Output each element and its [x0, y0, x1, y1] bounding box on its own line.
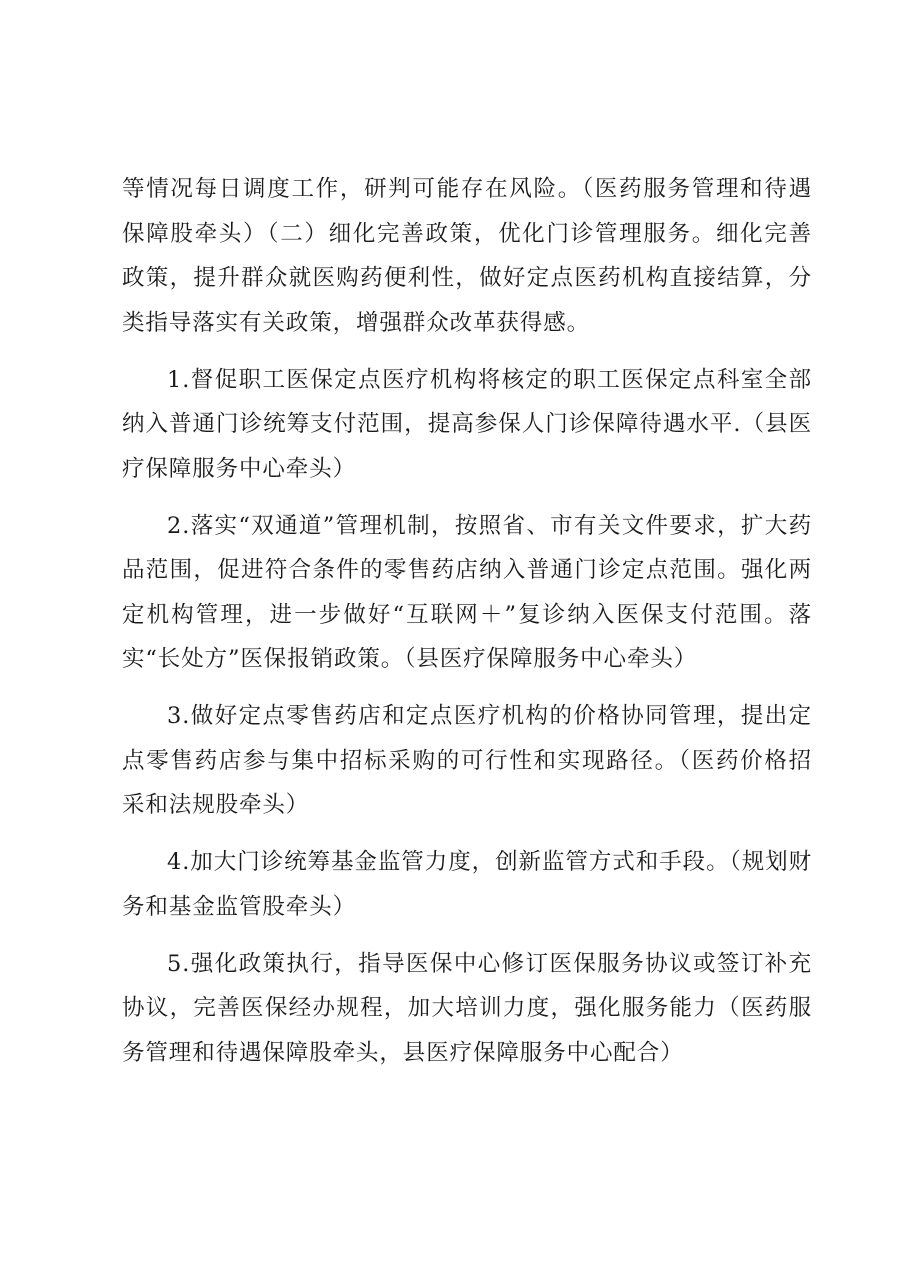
paragraph-item-2: 2.落实“双通道”管理机制，按照省、市有关文件要求，扩大药品范围，促进符合条件的零售药店纳入普通门诊定点范围。强化两定机构管理，进一步做好“互联网＋”复诊纳入医保支付范围。落实“长处方”医保报销政策。（县医疗保障服务中心牵头） [122, 512, 812, 672]
paragraph-item-5: 5.强化政策执行，指导医保中心修订医保服务协议或签订补充协议，完善医保经办规程，加大培训力度，强化服务能力（医药服务管理和待遇保障股牵头，县医疗保障服务中心配合） [122, 950, 812, 1066]
paragraph-item-3: 3.做好定点零售药店和定点医疗机构的价格协同管理，提出定点零售药店参与集中招标采购的可行性和实现路径。（医药价格招采和法规股牵头） [122, 703, 812, 818]
paragraph-item-1: 1.督促职工医保定点医疗机构将核定的职工医保定点科室全部纳入普通门诊统筹支付范围，提高参保人门诊保障待遇水平.（县医疗保障服务中心牵头） [122, 366, 812, 482]
document-body [122, 167, 812, 1088]
paragraph-continuation: 等情况每日调度工作，研判可能存在风险。（医药服务管理和待遇保障股牵头）（二）细化完善政策，优化门诊管理服务。细化完善政策，提升群众就医购药便利性，做好定点医药机构直接结算，分类指导落实有关政策，增强群众改革获得感。 [122, 176, 812, 336]
paragraph-item-4: 4.加大门诊统筹基金监管力度，创新监管方式和手段。（规划财务和基金监管股牵头） [122, 849, 812, 920]
